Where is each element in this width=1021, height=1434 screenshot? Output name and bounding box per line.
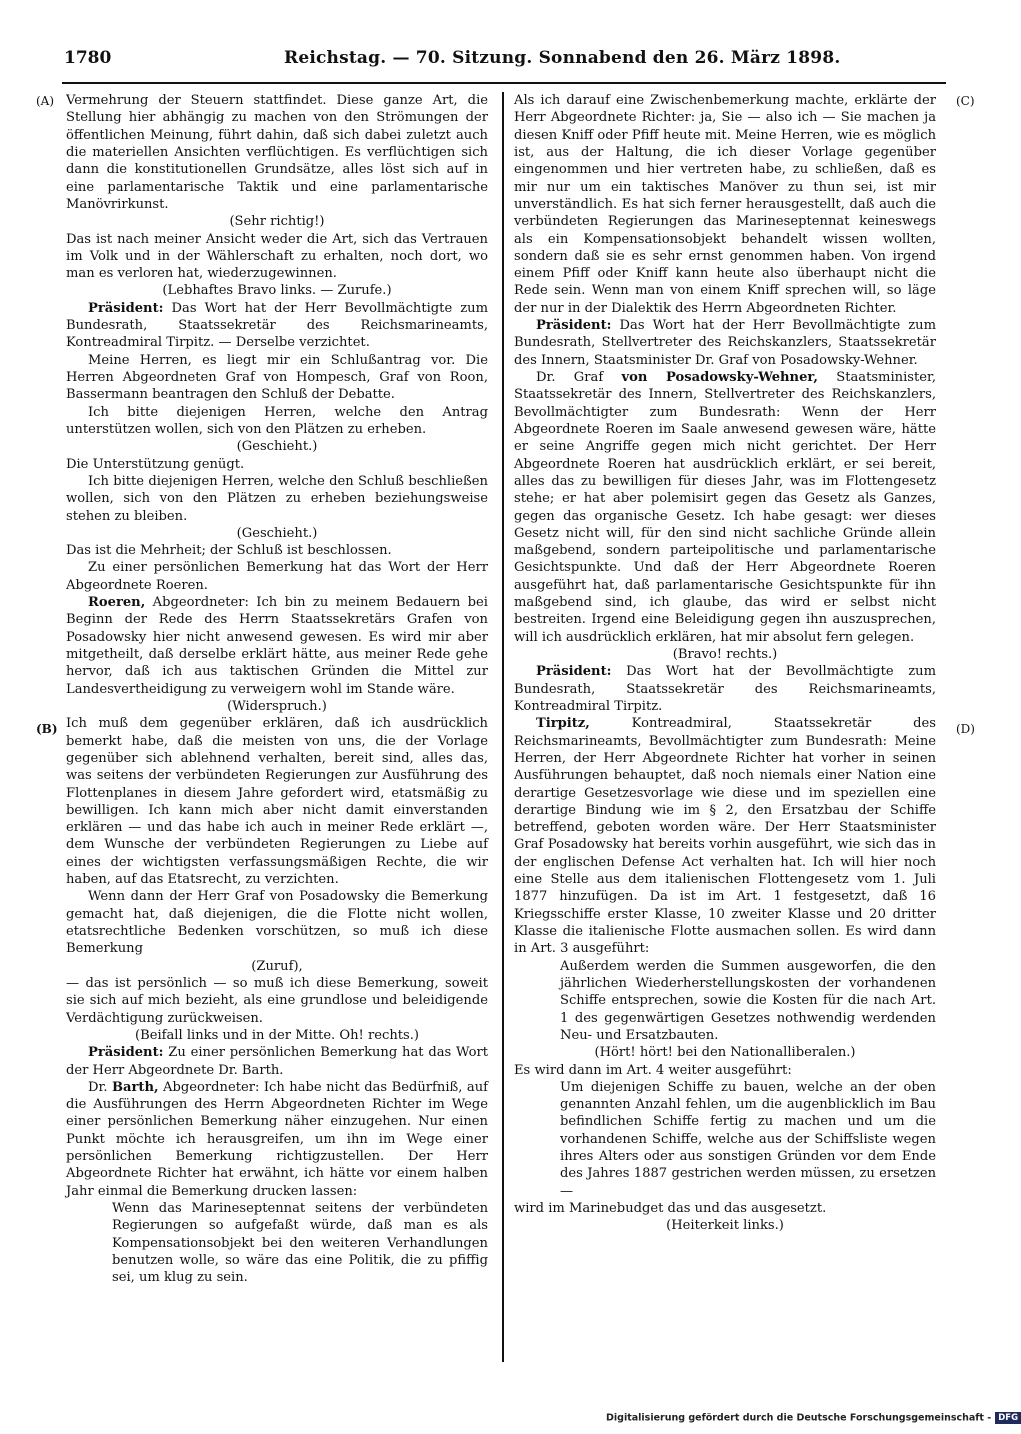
margin-marker-c: (C)	[956, 94, 975, 108]
paragraph-text: (Sehr richtig!)	[229, 214, 325, 230]
paragraph-text: (Heiterkeit links.)	[666, 1218, 784, 1234]
footer-text: Digitalisierung gefördert durch die Deutsche Forschungsgemeinschaft -	[606, 1412, 992, 1424]
paragraph-text: Zu einer persönlichen Bemerkung hat das Wort der Herr Abgeordnete Roeren.	[66, 560, 488, 593]
paragraph-text: Es wird dann im Art. 4 weiter ausgeführt:	[514, 1062, 792, 1078]
speaker-name: Barth,	[111, 1079, 159, 1095]
paragraph	[560, 1079, 936, 1200]
paragraph-text: (Geschieht.)	[236, 439, 318, 455]
paragraph-text: Das Wort hat der Bevollmächtigte zum Bundesrath, Staatssekretär des Reichsmarineamts, Kontreadmiral Tirpitz.	[514, 664, 936, 714]
paragraph	[514, 1062, 936, 1079]
running-head: Reichstag. — 70. Sitzung. Sonnabend den 26. März 1898.	[284, 48, 841, 68]
paragraph-text: Als ich darauf eine Zwischenbemerkung machte, erklärte der Herr Abgeordnete Richter: ja, Sie — also ich — Sie machen ja diesen Kniff oder Pfiff heute mit. Meine Herren, wie es möglich ist, aus der Haltung, die ich dieser Vorlage gegenüber eingenommen und hier vertreten habe, zu schließen, daß es mir nur um ein taktisches Manöver zu thun sei, ist mir unverständlich. Es hat sich ferner herausgestellt, daß auch die verbündeten Regierungen das Marineseptennat keineswegs als ein Kompensationsobjekt behandelt wissen wollten, sondern daß sie es sehr ernst genommen haben. Von irgend einem Pfiff oder Kniff kann heute also überhaupt nicht die Rede sein. Wenn man von einem Kniff sprechen will, so läge der nur in der Dialektik des Herrn Abgeordneten Richter.	[514, 93, 936, 316]
paragraph	[514, 369, 936, 646]
speaker-name: Präsident:	[88, 300, 164, 316]
paragraph	[66, 231, 488, 283]
speaker-name: Tirpitz,	[536, 716, 590, 732]
paragraph	[66, 559, 488, 594]
paragraph-text: (Beifall links und in der Mitte. Oh! rechts.)	[134, 1027, 420, 1043]
paragraph	[66, 282, 488, 299]
margin-marker-b: (B)	[36, 722, 58, 736]
paragraph	[66, 456, 488, 473]
paragraph-text: Außerdem werden die Summen ausgeworfen, die den jährlichen Wiederherstellungskosten der vorhandenen Schiffe entsprechen, sowie die Kosten für die nach Art. 1 des gegenwärtigen Gesetzes nothwendig werdenden Neu- und Ersatzbauten.	[560, 958, 936, 1043]
paragraph	[66, 1027, 488, 1044]
paragraph	[66, 958, 488, 975]
paragraph-text: Das Wort hat der Herr Bevollmächtigte zum Bundesrath, Staatssekretär des Reichsmarineamts, Kontreadmiral Tirpitz. — Derselbe verzichtet.	[66, 300, 488, 351]
paragraph-text: (Hört! hört! bei den Nationalliberalen.)	[594, 1045, 856, 1061]
paragraph-text: Zu einer persönlichen Bemerkung hat das Wort der Herr Abgeordnete Dr. Barth.	[66, 1045, 488, 1078]
paragraph-text: Um diejenigen Schiffe zu bauen, welche an der oben genannten Anzahl fehlen, um die augenblicklich im Bau befindlichen Schiffe fertig zu machen und um die vorhandenen Schiffe, welche aus der Schiffsliste wegen ihres Alters oder aus sonstigen Gründen vor dem Ende des Jahres 1887 gestrichen werden müssen, zu ersetzen —	[560, 1079, 936, 1199]
paragraph-text: Abgeordneter: Ich bin zu meinem Bedauern bei Beginn der Rede des Herrn Staatssekretärs Grafen von Posadowsky hier nicht anwesend gewesen. Es wird mir aber mitgetheilt, daß derselbe erklärt hätte, aus meiner Rede gehe hervor, daß ich aus taktischen Gründen die Mittel zur Landesvertheidigung zu verweigern wohl im Stande wäre.	[66, 595, 488, 697]
paragraph-text: Ich bitte diejenigen Herren, welche den Schluß beschließen wollen, sich von den Plätzen zu erheben beziehungsweise stehen zu bleiben.	[66, 473, 488, 524]
paragraph	[514, 646, 936, 663]
speaker-name: Präsident:	[88, 1045, 164, 1061]
paragraph-text: (Geschieht.)	[236, 525, 318, 541]
paragraph-text: Vermehrung der Steuern stattfindet. Diese ganze Art, die Stellung hier abhängig zu machen von den Strömungen der öffentlichen Meinung, führt dahin, daß sich dabei zuletzt auch die materiellen Ansichten verflüchtigen. Es verflüchtigen sich dann die konstitutionellen Grundsätze, alles löst sich auf in eine parlamentarische Taktik und eine parlamentarische Manövrirkunst.	[66, 93, 488, 212]
paragraph	[66, 1044, 488, 1079]
paragraph	[514, 663, 936, 715]
paragraph	[112, 1200, 488, 1287]
speaker-name: Roeren,	[88, 595, 146, 611]
paragraph-text: (Lebhaftes Bravo links. — Zurufe.)	[162, 283, 392, 299]
paragraph-text: Staatsminister, Staatssekretär des Innern, Stellvertreter des Reichskanzlers, Bevollmächtigter zum Bundesrath: Wenn der Herr Abgeordnete Roeren im Saale anwesend gewesen wäre, hätte er seine Angriffe gegen mich nicht gerichtet. Der Herr Abgeordnete Roeren hat ausdrücklich erklärt, er sei bereit, alles das zu bewilligen für dieses Jahr, was im Flottengesetz stehe; er hat aber polemisirt gegen das Gesetz als Ganzes, gegen das organische Gesetz. Ich habe gesagt: wer dieses Gesetz nicht will, für den sind nicht sachliche Gründe allein maßgebend, sondern parteipolitische und parlamentarische Gesichtspunkte. Und daß der Herr Abgeordnete Roeren ausgeführt hat, daß parlamentarische Gesichtspunkte für ihn maßgebend sind, ich glaube, das wird er selbst nicht bestreiten. Irgend eine Beleidigung gegen ihn auszusprechen, will ich ausdrücklich erklären, hat mir absolut fern gelegen.	[514, 370, 936, 645]
paragraph	[66, 525, 488, 542]
paragraph	[66, 300, 488, 352]
paragraph	[66, 404, 488, 439]
paragraph	[514, 1200, 936, 1217]
paragraph	[66, 594, 488, 698]
paragraph-text: Ich muß dem gegenüber erklären, daß ich ausdrücklich bemerkt habe, daß die meisten von uns, die der Vorlage gegenüber sich ablehnend verhalten, bereit sind, alles das, was seitens der verbündeten Regierungen zur Ausführung des Flottenplanes in diesem Jahre gefordert wird, etatsmäßig zu bewilligen. Ich kann mich aber nicht damit einverstanden erklären — und das habe ich auch in meiner Rede erklärt —, dem Wunsche der verbündeten Regierungen zu Liebe auf eines der wichtigsten verfassungsmäßigen Rechte, die wir haben, auf das Etatsrecht, zu verzichten.	[66, 716, 488, 888]
speaker-prefix: Dr. Graf	[536, 370, 622, 385]
paragraph	[66, 1079, 488, 1200]
paragraph-text: Das Wort hat der Herr Bevollmächtigte zum Bundesrath, Stellvertreter des Reichskanzlers, Staatssekretär des Innern, Staatsminister Dr. Graf von Posadowsky-Wehner.	[514, 318, 936, 368]
paragraph	[66, 542, 488, 559]
paragraph	[66, 715, 488, 888]
page-header	[64, 44, 944, 78]
paragraph-text: Wenn dann der Herr Graf von Posadowsky die Bemerkung gemacht hat, daß diejenigen, die die Flotte nicht wollen, etatsrechtliche Bedenken vorschützen, so muß ich diese Bemerkung	[66, 889, 488, 957]
footer-credit	[606, 1412, 1019, 1428]
paragraph	[66, 352, 488, 404]
header-rule	[62, 82, 946, 84]
paragraph	[66, 92, 488, 213]
paragraph	[514, 1044, 936, 1061]
paragraph	[514, 92, 936, 317]
column-divider	[502, 92, 504, 1362]
paragraph-text: — das ist persönlich — so muß ich diese Bemerkung, soweit sie sich auf mich bezieht, als eine grundlose und beleidigende Verdächtigung zurückweisen.	[66, 975, 488, 1026]
paragraph-text: Kontreadmiral, Staatssekretär des Reichsmarineamts, Bevollmächtigter zum Bundesrath: Meine Herren, der Herr Abgeordnete Richter hat vorher in seinen Ausführungen behauptet, daß noch niemals einer Nation eine derartige Gesetzesvorlage wie diese und im speziellen eine derartige Bindung wie im § 2, den Ersatzbau der Schiffe betreffend, geboten worden wäre. Der Herr Staatsminister Graf Posadowsky hat bereits vorhin ausgeführt, wie sich das in der englischen Defense Act verhalten hat. Ich will hier noch eine Stelle aus dem italienischen Flottengesetz vom 1. Juli 1877 hinzufügen. Da ist im Art. 1 festgesetzt, daß 16 Kriegsschiffe erster Klasse, 10 zweiter Klasse und 20 dritter Klasse die italienische Flotte ausmachen sollen. Es wird dann in Art. 3 ausgeführt:	[514, 716, 936, 957]
paragraph	[514, 1217, 936, 1234]
paragraph-text: Meine Herren, es liegt mir ein Schlußantrag vor. Die Herren Abgeordneten Graf von Hompesch, Graf von Roon, Bassermann beantragen den Schluß der Debatte.	[66, 352, 488, 403]
paragraph	[66, 975, 488, 1027]
margin-marker-d: (D)	[956, 722, 975, 736]
left-column	[66, 92, 488, 1287]
paragraph-text: (Widerspruch.)	[227, 698, 327, 714]
dfg-logo: DFG	[995, 1412, 1021, 1424]
paragraph-text: Ich bitte diejenigen Herren, welche den Antrag unterstützen wollen, sich von den Plätzen zu erheben.	[66, 404, 488, 437]
right-column	[514, 92, 936, 1235]
paragraph	[560, 958, 936, 1045]
speaker-name: Präsident:	[536, 318, 612, 334]
margin-marker-a: (A)	[36, 94, 55, 108]
speaker-name: von Posadowsky-Wehner,	[621, 370, 818, 385]
paragraph-text: Abgeordneter: Ich habe nicht das Bedürfniß, auf die Ausführungen des Herrn Abgeordneten Richter im Wege einer persönlichen Bemerkung näher einzugehen. Nur einen Punkt möchte ich herausgreifen, um ihn im Wege einer persönlichen Bemerkung richtigzustellen. Der Herr Abgeordnete Richter hat erwähnt, ich hätte vor einem halben Jahr einmal die Bemerkung drucken lassen:	[66, 1079, 488, 1199]
paragraph	[514, 317, 936, 369]
paragraph-text: Das ist nach meiner Ansicht weder die Art, sich das Vertrauen im Volk und in der Wählerschaft zu erhalten, noch dort, wo man es verloren hat, wiederzugewinnen.	[66, 231, 488, 282]
paragraph	[66, 698, 488, 715]
paragraph-text: Das ist die Mehrheit; der Schluß ist beschlossen.	[66, 543, 392, 559]
paragraph-text: (Bravo! rechts.)	[672, 647, 778, 662]
paragraph	[66, 888, 488, 957]
paragraph	[514, 715, 936, 957]
paragraph	[66, 473, 488, 525]
paragraph-text: (Zuruf),	[251, 958, 303, 974]
paragraph	[66, 213, 488, 230]
paragraph-text: wird im Marinebudget das und das ausgesetzt.	[514, 1201, 827, 1216]
page-number: 1780	[64, 48, 112, 68]
paragraph-text: Wenn das Marineseptennat seitens der verbündeten Regierungen so aufgefaßt würde, daß man es als Kompensationsobjekt bei den weiteren Verhandlungen benutzen wolle, so wäre das eine Politik, die zu pfiffig sei, um klug zu sein.	[112, 1201, 488, 1286]
speaker-name: Präsident:	[536, 664, 612, 680]
paragraph	[66, 438, 488, 455]
speaker-prefix: Dr.	[88, 1079, 112, 1095]
paragraph-text: Die Unterstützung genügt.	[66, 456, 245, 472]
